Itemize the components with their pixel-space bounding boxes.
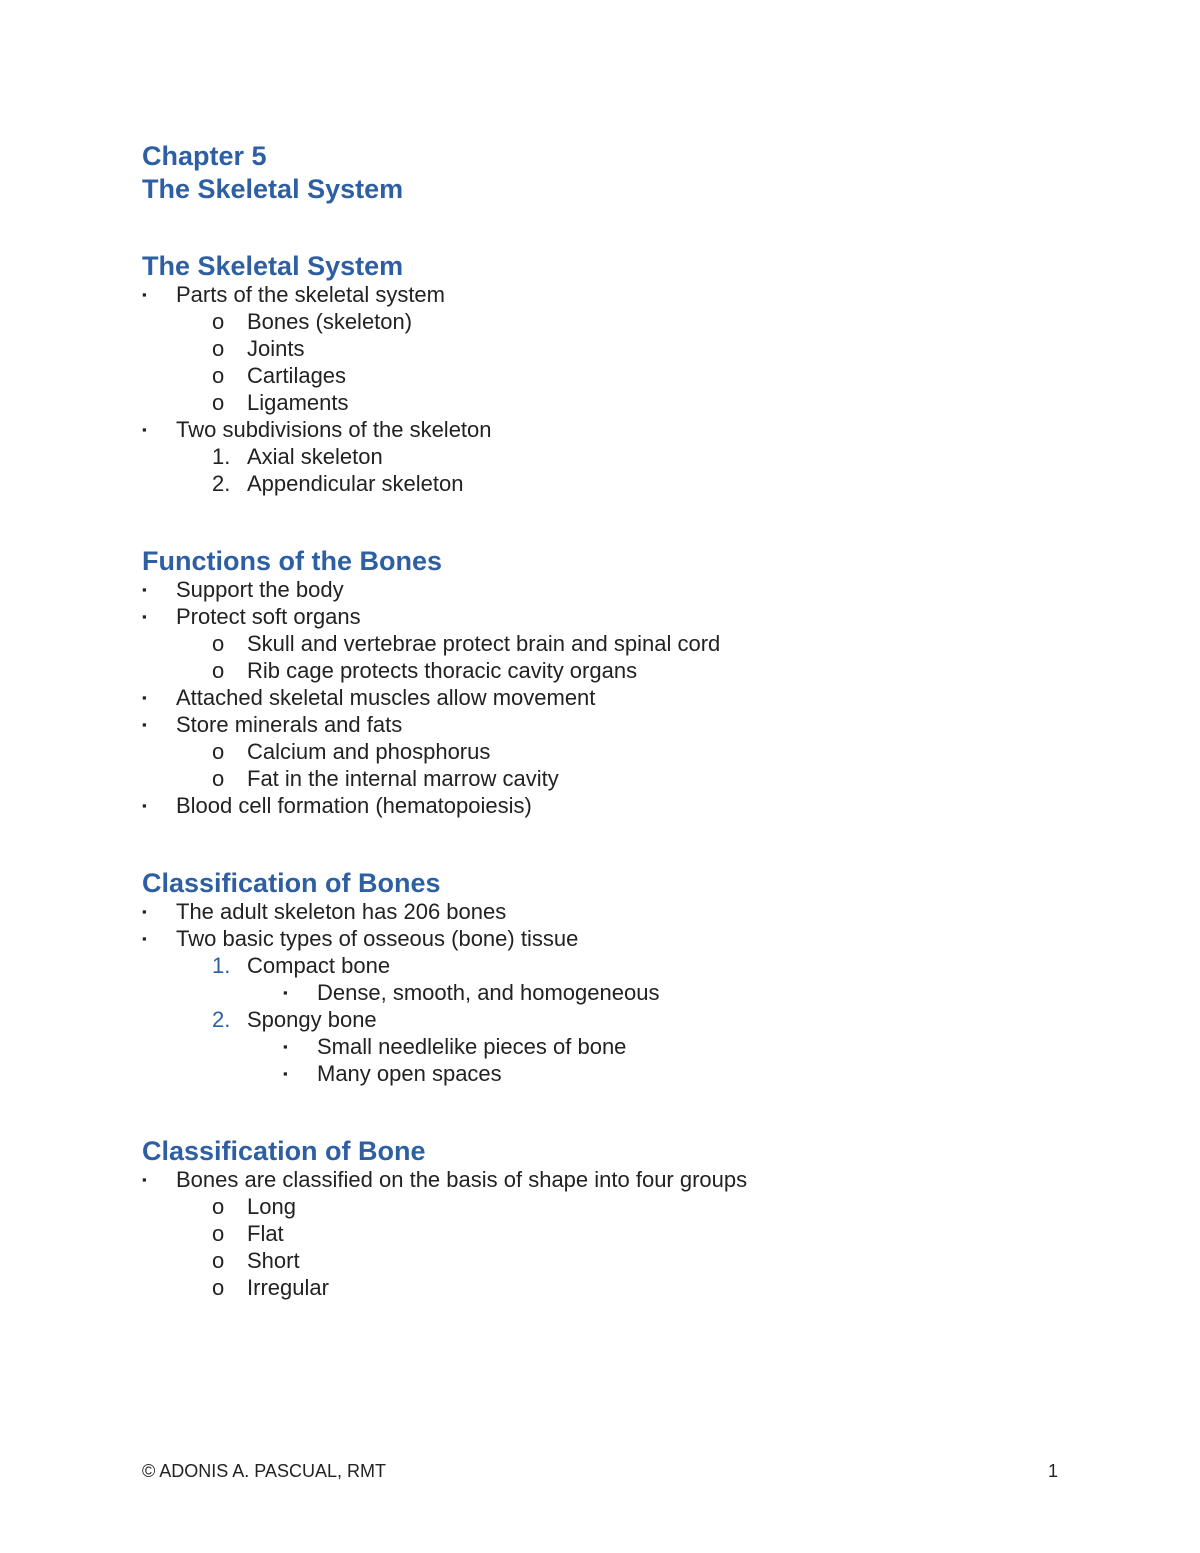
bullet-marker: ▪ [142, 690, 147, 705]
list-item [142, 308, 1142, 335]
list-item-text: Axial skeleton [247, 444, 383, 469]
list-item-text: Spongy bone [247, 1007, 377, 1032]
list-item [142, 630, 1142, 657]
list-item [142, 576, 1142, 603]
list-item [142, 738, 1142, 765]
list-item-text: Two basic types of osseous (bone) tissue [176, 926, 579, 951]
list-item [142, 1220, 1142, 1247]
bullet-marker: ▪ [283, 1066, 288, 1081]
list-item [142, 711, 1142, 738]
list-item [142, 898, 1142, 925]
list-item-text: Fat in the internal marrow cavity [247, 766, 559, 791]
list-item [142, 281, 1142, 308]
bullet-marker: ▪ [142, 798, 147, 813]
bullet-marker: o [212, 336, 225, 361]
bullet-marker: o [212, 363, 225, 388]
list-item-text: Many open spaces [317, 1061, 502, 1086]
list-item-text: Ligaments [247, 390, 349, 415]
bullet-marker: ▪ [283, 1039, 288, 1054]
bullet-marker: o [212, 1194, 225, 1219]
bullet-marker: ▪ [142, 717, 147, 732]
list-item-text: Bones (skeleton) [247, 309, 413, 334]
list-item [142, 1006, 1142, 1033]
list-item-text: Short [247, 1248, 300, 1273]
bullet-marker: 2. [212, 471, 231, 496]
list-item-text: Blood cell formation (hematopoiesis) [176, 793, 532, 818]
list-item-text: Protect soft organs [176, 604, 361, 629]
list-item [142, 1193, 1142, 1220]
list-item [142, 470, 1142, 497]
chapter-number: Chapter 5 [142, 141, 267, 171]
document-title [142, 140, 403, 206]
list-item-text: Joints [247, 336, 305, 361]
page-number: 1 [1047, 1461, 1058, 1481]
list-item [142, 684, 1142, 711]
list-item-text: Flat [247, 1221, 284, 1246]
bullet-marker: o [212, 1248, 225, 1273]
list-item-text: Small needlelike pieces of bone [317, 1034, 627, 1059]
list-item-text: Skull and vertebrae protect brain and spinal cord [247, 631, 721, 656]
list-item [142, 1166, 1142, 1193]
list-item [142, 765, 1142, 792]
list-item-text: Bones are classified on the basis of shape into four groups [176, 1167, 748, 1192]
bullet-marker: 1. [212, 444, 231, 469]
list-item [142, 416, 1142, 443]
section-heading: The Skeletal System [142, 251, 404, 281]
bullet-marker: o [212, 631, 225, 656]
bullet-marker: ▪ [142, 1172, 147, 1187]
chapter-title: The Skeletal System [142, 174, 404, 204]
list-item [142, 1060, 1142, 1087]
bullet-marker: 2. [212, 1007, 231, 1032]
list-item [142, 443, 1142, 470]
list-item [142, 335, 1142, 362]
bullet-marker: 1. [212, 953, 231, 978]
bullet-marker: o [212, 1275, 225, 1300]
list-item-text: Irregular [247, 1275, 329, 1300]
section-skeletal-system [142, 251, 1142, 497]
list-item-text: Two subdivisions of the skeleton [176, 417, 492, 442]
bullet-marker: ▪ [142, 287, 147, 302]
section-heading: Functions of the Bones [142, 546, 442, 576]
copyright-text: © ADONIS A. PASCUAL, RMT [142, 1461, 386, 1481]
list-item [142, 1033, 1142, 1060]
bullet-marker: o [212, 1221, 225, 1246]
list-item-text: Support the body [176, 577, 344, 602]
list-item [142, 952, 1142, 979]
list-item-text: Compact bone [247, 953, 391, 978]
list-item [142, 979, 1142, 1006]
list-item [142, 657, 1142, 684]
bullet-marker: o [212, 739, 225, 764]
list-item-text: Store minerals and fats [176, 712, 403, 737]
list-item [142, 1274, 1142, 1301]
section-heading: Classification of Bones [142, 868, 441, 898]
list-item-text: Parts of the skeletal system [176, 282, 445, 307]
bullet-marker: ▪ [142, 422, 147, 437]
bullet-marker: ▪ [142, 609, 147, 624]
section-classification-of-bone-shape [142, 1136, 1142, 1301]
list-item [142, 362, 1142, 389]
bullet-marker: ▪ [142, 904, 147, 919]
bullet-marker: ▪ [283, 985, 288, 1000]
list-item [142, 925, 1142, 952]
list-item-text: Dense, smooth, and homogeneous [317, 980, 660, 1005]
list-item-text: Rib cage protects thoracic cavity organs [247, 658, 638, 683]
list-item-text: Calcium and phosphorus [247, 739, 491, 764]
list-item [142, 1247, 1142, 1274]
section-functions-of-bones [142, 546, 1142, 819]
bullet-marker: o [212, 390, 225, 415]
list-item-text: Long [247, 1194, 296, 1219]
bullet-marker: ▪ [142, 931, 147, 946]
list-item-text: The adult skeleton has 206 bones [176, 899, 507, 924]
list-item [142, 603, 1142, 630]
list-item-text: Attached skeletal muscles allow movement [176, 685, 596, 710]
list-item [142, 792, 1142, 819]
bullet-marker: o [212, 309, 225, 334]
bullet-marker: ▪ [142, 582, 147, 597]
bullet-marker: o [212, 658, 225, 683]
section-classification-of-bones [142, 868, 1142, 1087]
list-item-text: Appendicular skeleton [247, 471, 464, 496]
list-item-text: Cartilages [247, 363, 347, 388]
section-heading: Classification of Bone [142, 1136, 426, 1166]
bullet-marker: o [212, 766, 225, 791]
list-item [142, 389, 1142, 416]
